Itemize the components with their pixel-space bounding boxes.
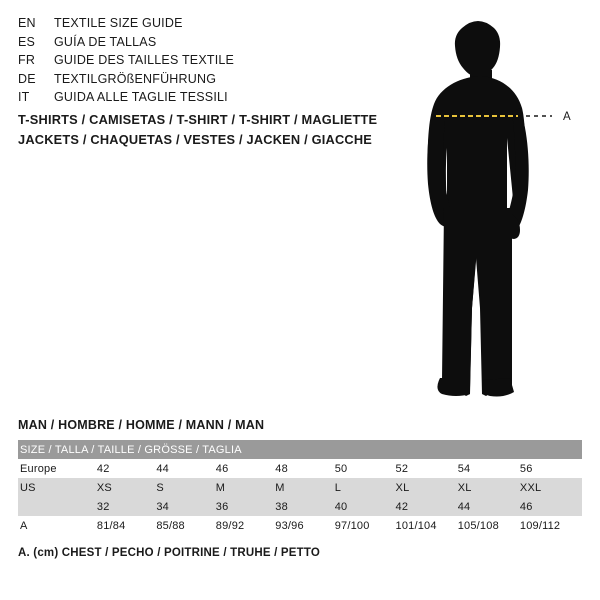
language-code: EN [18,16,36,30]
language-row [18,70,388,89]
cell: XL [396,478,458,497]
cell: 85/88 [156,516,215,535]
cell: XL [458,478,520,497]
cell: 101/104 [396,516,458,535]
language-row [18,88,388,107]
row-label [18,497,97,516]
cell: 32 [97,497,156,516]
language-text: GUÍA DE TALLAS [54,34,157,49]
table-row [18,478,582,497]
language-text: TEXTILGRÖßENFÜHRUNG [54,71,217,86]
row-label: Europe [18,459,97,478]
category-tshirts: T-SHIRTS / CAMISETAS / T-SHIRT / T-SHIRT / MAGLIETTE [18,112,378,127]
language-code: ES [18,34,36,49]
cell: 46 [216,459,275,478]
table-header-label: SIZE / TALLA / TAILLE / GRÖSSE / TAGLIA [18,440,582,459]
size-table [18,440,582,535]
category-list [18,110,418,150]
cell: 40 [335,497,396,516]
cell: M [216,478,275,497]
language-code: IT [18,90,30,104]
cell: 89/92 [216,516,275,535]
table-row [18,516,582,535]
body-silhouette-icon [400,8,600,408]
cell: 105/108 [458,516,520,535]
male-figure-illustration [400,8,600,408]
cell: 52 [396,459,458,478]
table-header-row [18,440,582,459]
cell: 46 [520,497,582,516]
row-label: A [18,516,97,535]
language-text: GUIDE DES TAILLES TEXTILE [54,53,235,67]
language-row [18,14,388,33]
cell: 44 [156,459,215,478]
language-row [18,33,388,52]
cell: 97/100 [335,516,396,535]
cell: 44 [458,497,520,516]
table-row [18,459,582,478]
language-code: DE [18,71,36,86]
footnote: A. (cm) CHEST / PECHO / POITRINE / TRUHE / PETTO [18,547,321,559]
cell: S [156,478,215,497]
cell: M [275,478,334,497]
cell: 34 [156,497,215,516]
cell: XXL [520,478,582,497]
language-text: GUIDA ALLE TAGLIE TESSILI [54,90,228,104]
cell: 93/96 [275,516,334,535]
language-text: TEXTILE SIZE GUIDE [54,16,183,30]
language-code: FR [18,53,36,67]
cell: 48 [275,459,334,478]
cell: 42 [396,497,458,516]
language-row [18,51,388,70]
cell: 54 [458,459,520,478]
cell: 36 [216,497,275,516]
cell: XS [97,478,156,497]
table-title: MAN / HOMBRE / HOMME / MANN / MAN [18,418,265,432]
measure-marker-label: A [563,111,571,123]
table-row [18,497,582,516]
row-label: US [18,478,97,497]
cell: L [335,478,396,497]
language-list [18,14,388,107]
category-jackets: JACKETS / CHAQUETAS / VESTES / JACKEN / GIACCHE [18,132,373,147]
cell: 81/84 [97,516,156,535]
cell: 109/112 [520,516,582,535]
cell: 56 [520,459,582,478]
cell: 38 [275,497,334,516]
cell: 50 [335,459,396,478]
cell: 42 [97,459,156,478]
